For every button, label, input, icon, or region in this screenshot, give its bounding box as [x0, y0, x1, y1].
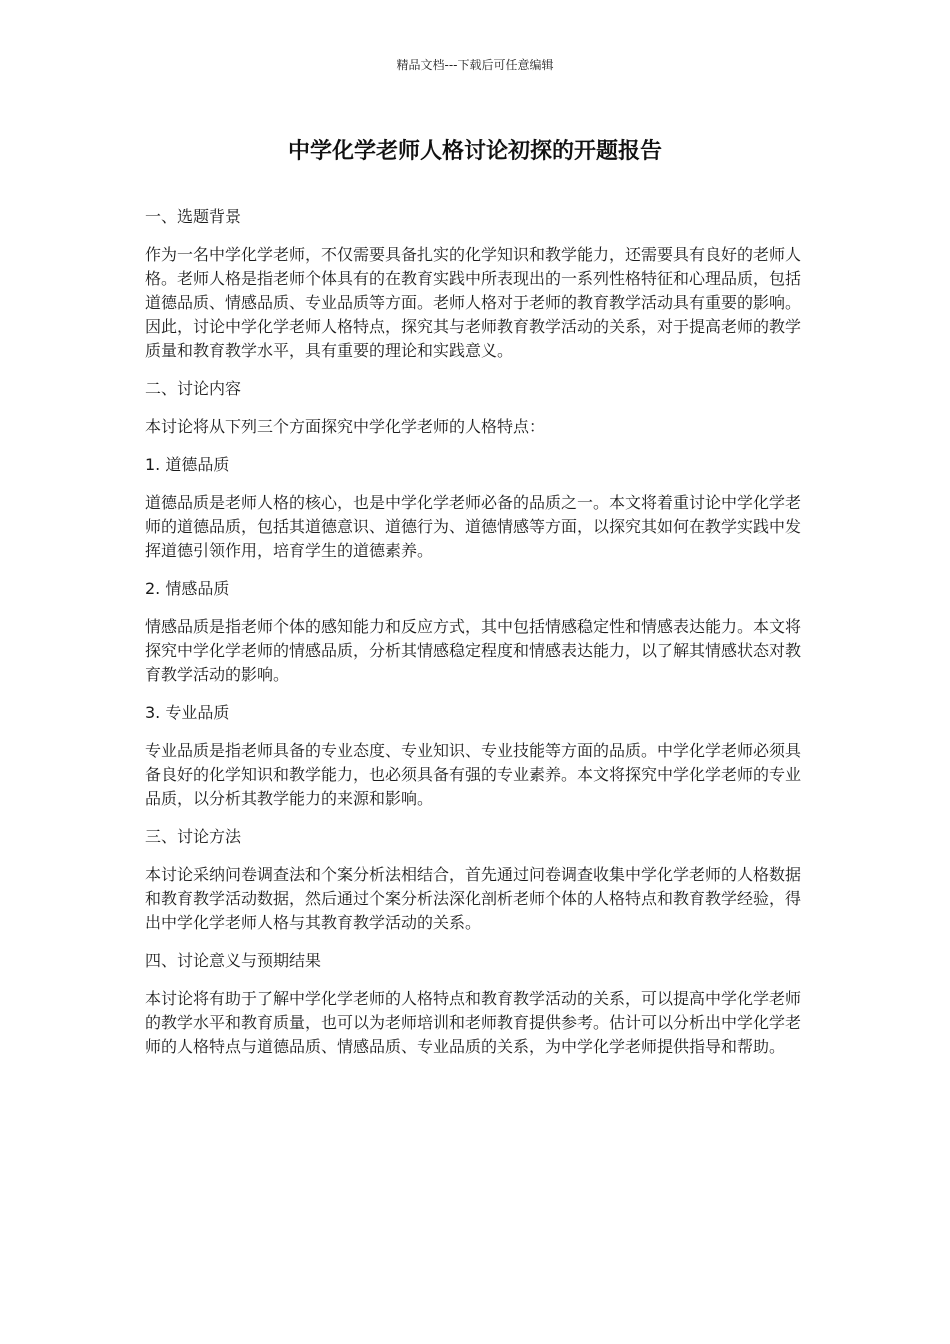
- paragraph-significance: 本讨论将有助于了解中学化学老师的人格特点和教育教学活动的关系，可以提高中学化学老师的教学水平和教育质量，也可以为老师培训和老师教育提供参考。估计可以分析出中学化学老师的人格特点与道德品质、情感品质、专业品质的关系，为中学化学老师提供指导和帮助。: [145, 989, 802, 1056]
- paragraph-professional: 专业品质是指老师具备的专业态度、专业知识、专业技能等方面的品质。中学化学老师必须具备良好的化学知识和教学能力，也必须具备有强的专业素养。本文将探究中学化学老师的专业品质，以分析其教学能力的来源和影响。: [145, 741, 802, 808]
- paragraph-moral: 道德品质是老师人格的核心，也是中学化学老师必备的品质之一。本文将着重讨论中学化学老师的道德品质，包括其道德意识、道德行为、道德情感等方面，以探究其如何在教学实践中发挥道德引领作用，培育学生的道德素养。: [145, 493, 802, 560]
- document-body: [145, 205, 810, 1073]
- subsection-heading-moral: 1. 道德品质: [145, 455, 230, 474]
- section-heading-significance: 四、讨论意义与预期结果: [145, 951, 322, 970]
- paragraph-emotional: 情感品质是指老师个体的感知能力和反应方式，其中包括情感稳定性和情感表达能力。本文将探究中学化学老师的情感品质，分析其情感稳定程度和情感表达能力，以了解其情感状态对教育教学活动的影响。: [145, 617, 802, 684]
- paragraph-methods: 本讨论采纳问卷调查法和个案分析法相结合，首先通过问卷调查收集中学化学老师的人格数据和教育教学活动数据，然后通过个案分析法深化剖析老师个体的人格特点和教育教学经验，得出中学化学老师人格与其教育教学活动的关系。: [145, 865, 802, 932]
- subsection-heading-emotional: 2. 情感品质: [145, 579, 230, 598]
- header-note: 精品文档---下载后可任意编辑: [396, 58, 554, 72]
- paragraph-background: 作为一名中学化学老师，不仅需要具备扎实的化学知识和教学能力，还需要具有良好的老师人格。老师人格是指老师个体具有的在教育实践中所表现出的一系列性格特征和心理品质，包括道德品质、情感品质、专业品质等方面。老师人格对于老师的教育教学活动具有重要的影响。因此，讨论中学化学老师人格特点，探究其与老师教育教学活动的关系，对于提高老师的教学质量和教育教学水平，具有重要的理论和实践意义。: [145, 245, 802, 360]
- section-heading-methods: 三、讨论方法: [145, 827, 242, 846]
- section-heading-content: 二、讨论内容: [145, 379, 242, 398]
- subsection-heading-professional: 3. 专业品质: [145, 703, 230, 722]
- document-title: 中学化学老师人格讨论初探的开题报告: [287, 139, 662, 164]
- section-heading-background: 一、选题背景: [145, 207, 242, 226]
- paragraph-content-intro: 本讨论将从下列三个方面探究中学化学老师的人格特点：: [145, 417, 546, 436]
